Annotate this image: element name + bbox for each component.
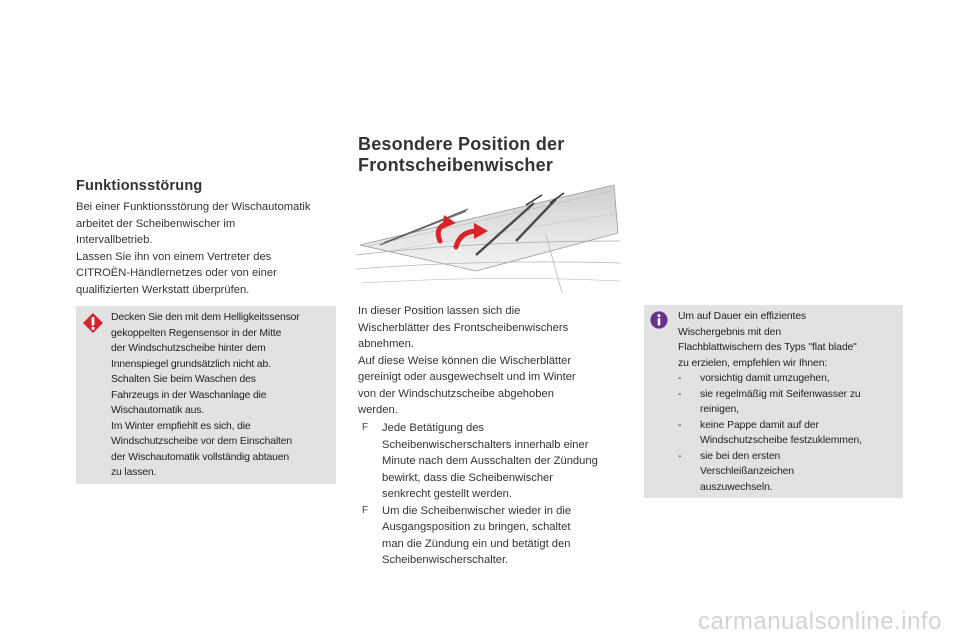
text-line: CITROËN-Händlernetzes oder von einer (76, 267, 277, 279)
text-line: der Wischautomatik vollständig abtauen (111, 451, 289, 463)
list-item (678, 387, 903, 418)
text-line: Decken Sie den mit dem Helligkeitssensor (111, 312, 300, 323)
warning-text (111, 310, 333, 481)
info-text (678, 309, 903, 495)
text-line: Fahrzeugs in der Waschanlage die (111, 389, 267, 401)
text-line: keine Pappe damit auf der (700, 419, 819, 431)
text-line: reinigen, (700, 404, 739, 415)
text-line: Scheibenwischerschalter. (382, 554, 509, 566)
warning-box (76, 306, 336, 484)
text-line: vorsichtig damit umzugehen, (700, 373, 830, 384)
dash-bullet: - (678, 373, 682, 384)
list-item (678, 418, 903, 449)
text-line: Um die Scheibenwischer wieder in die (382, 504, 572, 517)
text-line: zu lassen. (111, 467, 157, 478)
text-line: auszuwechseln. (700, 481, 773, 493)
text-line: Schalten Sie beim Waschen des (111, 374, 256, 385)
text-line: Windschutzscheibe festzuklemmen, (700, 435, 862, 446)
text-line: Intervallbetrieb. (76, 234, 153, 246)
text-line: arbeitet der Scheibenwischer im (76, 217, 236, 230)
text-line: senkrecht gestellt werden. (382, 488, 512, 500)
text-line: Flachblattwischern des Typs "flat blade" (678, 342, 857, 353)
text-line: bewirkt, dass die Scheibenwischer (382, 471, 554, 484)
text-line: Auf diese Weise können die Wischerblätter (358, 354, 572, 367)
malfunction-paragraph (76, 199, 338, 298)
dash-bullet: - (678, 388, 682, 400)
text-line: In dieser Position lassen sich die (358, 305, 521, 317)
info-icon (650, 311, 668, 329)
text-line: Scheibenwischerschalters innerhalb einer (382, 438, 589, 451)
text-line: sie bei den ersten (700, 450, 781, 462)
text-line: Im Winter empfiehlt es sich, die (111, 420, 251, 432)
text-line: werden. (358, 404, 398, 416)
text-line: Bei einer Funktionsstörung der Wischautomatik (76, 201, 311, 213)
section-heading-wiper-position (358, 134, 638, 176)
pointing-hand-icon: F (362, 422, 369, 433)
info-box (644, 305, 903, 498)
dash-bullet: - (678, 419, 682, 431)
list-item (678, 449, 903, 496)
text-line: sie regelmäßig mit Seifenwasser zu (700, 388, 861, 400)
wiper-bullet-list (358, 420, 622, 569)
dash-bullet: - (678, 450, 682, 462)
wiper-position-paragraph (358, 303, 620, 419)
text-line: Wischergebnis mit den (678, 326, 782, 338)
text-line: Minute nach dem Ausschalten der Zündung (382, 455, 598, 467)
text-line: gereinigt oder ausgewechselt und im Winter (358, 371, 576, 383)
warning-icon (82, 312, 104, 334)
text-line: abnehmen. (358, 338, 414, 350)
text-line: Windschutzscheibe vor dem Einschalten (111, 436, 292, 447)
windscreen-wiper-illustration (356, 183, 622, 295)
heading-line: Frontscheibenwischer (358, 155, 554, 175)
list-item (358, 503, 622, 569)
text-line: gekoppelten Regensensor in der Mitte (111, 327, 282, 339)
text-line: man die Zündung ein und betätigt den (382, 537, 571, 550)
list-item (358, 420, 622, 503)
text-line: Innenspiegel grundsätzlich nicht ab. (111, 358, 271, 370)
text-line: Wischautomatik aus. (111, 405, 205, 416)
text-line: qualifizierten Werkstatt überprüfen. (76, 283, 250, 296)
section-heading-malfunction: Funktionsstörung (76, 178, 203, 194)
text-line: der Windschutzscheibe hinter dem (111, 343, 266, 354)
text-line: Verschleißanzeichen (700, 466, 794, 477)
text-line: Ausgangsposition zu bringen, schaltet (382, 521, 571, 533)
pointing-hand-icon: F (362, 504, 369, 516)
text-line: von der Windschutzscheibe abgehoben (358, 387, 554, 400)
text-line: zu erzielen, empfehlen wir Ihnen: (678, 357, 828, 369)
text-line: Lassen Sie ihn von einem Vertreter des (76, 250, 272, 263)
text-line: Wischerblätter des Frontscheibenwischers (358, 321, 569, 334)
text-line: Um auf Dauer ein effizientes (678, 311, 807, 322)
list-item (678, 371, 903, 387)
text-line: Jede Betätigung des (382, 422, 485, 434)
watermark: carmanualsonline.info (698, 608, 942, 635)
heading-line: Besondere Position der (358, 134, 565, 154)
